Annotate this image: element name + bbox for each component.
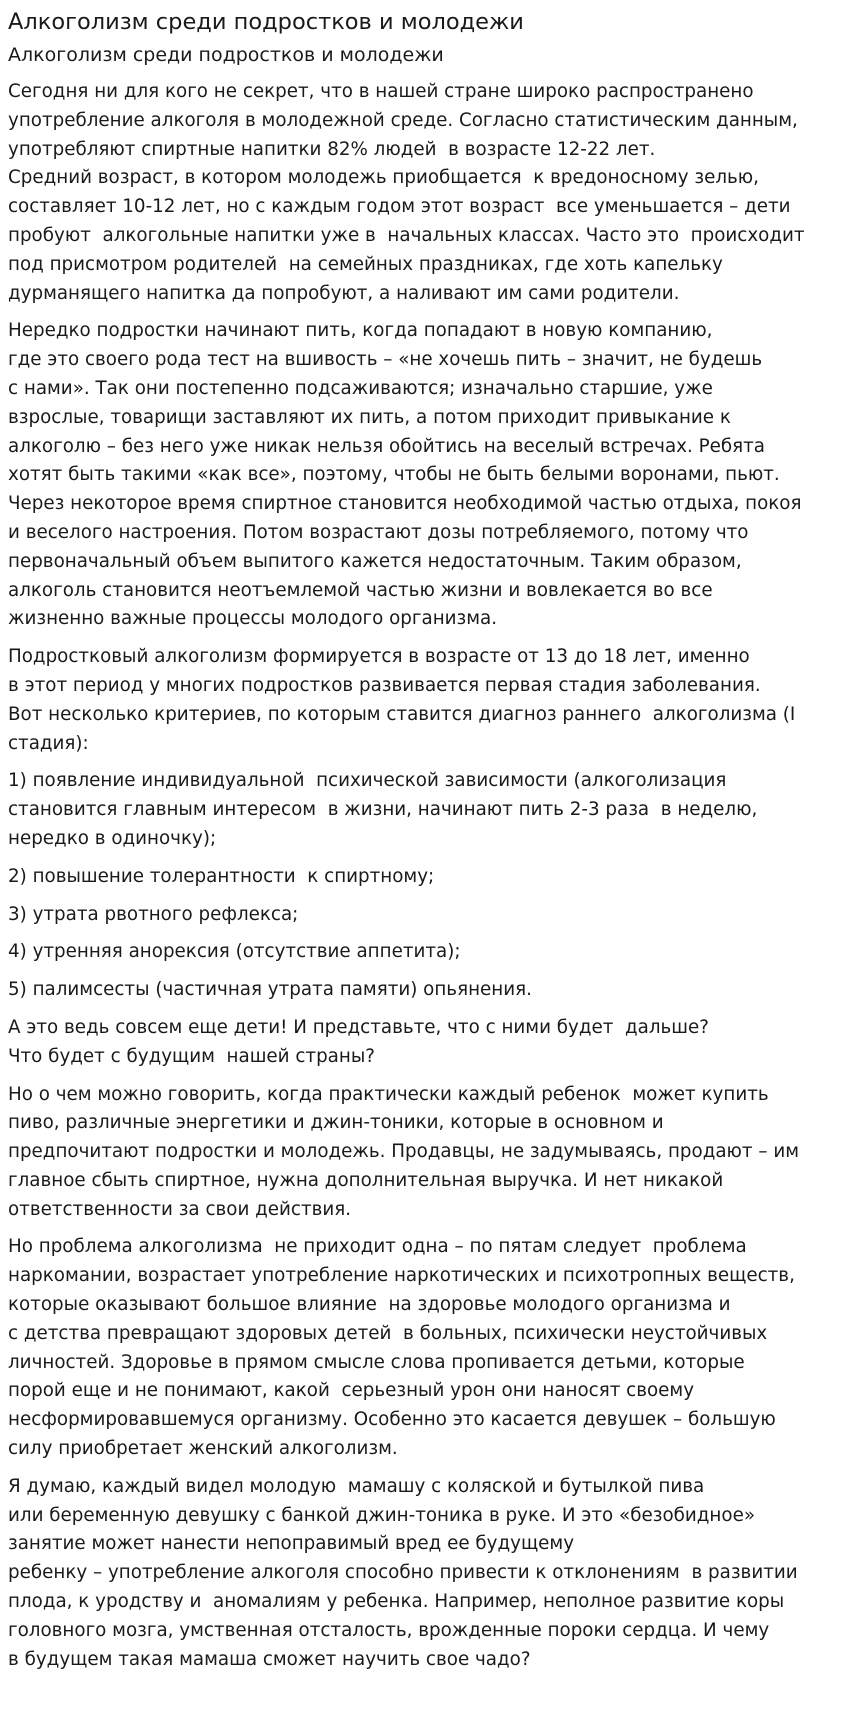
paragraph	[8, 1233, 847, 1463]
text-line: под присмотром родителей на семейных праздниках, где хоть капельку	[8, 253, 723, 275]
text-line: Сегодня ни для кого не секрет, что в нашей стране широко распространено	[8, 81, 754, 102]
paragraph	[8, 643, 847, 758]
text-line: занятие может нанести непоправимый вред ее будущему	[8, 1533, 575, 1555]
paragraph	[8, 938, 847, 967]
text-line: употребление алкоголя в молодежной среде. Согласно статистическим данным,	[8, 109, 798, 131]
text-line: стадия):	[8, 732, 89, 754]
text-line: главное сбыть спиртное, нужна дополнительная выручка. И нет никакой	[8, 1169, 724, 1191]
text-line: 2) повышение толерантности к спиртному;	[8, 865, 435, 887]
article-body	[8, 78, 847, 1674]
text-line: Через некоторое время спиртное становится необходимой частью отдыха, покоя	[8, 493, 802, 515]
page-title: Алкоголизм среди подростков и молодежи	[8, 9, 524, 35]
text-line: несформировавшемуся организму. Особенно это касается девушек – большую	[8, 1409, 776, 1431]
text-line: пробуют алкогольные напитки уже в начальных классах. Часто это происходит	[8, 224, 805, 246]
article-subtitle: Алкоголизм среди подростков и молодежи	[8, 44, 444, 66]
text-line: составляет 10-12 лет, но с каждым годом этот возраст все уменьшается – дети	[8, 196, 791, 218]
paragraph	[8, 863, 847, 892]
text-line: жизненно важные процессы молодого организма.	[8, 608, 498, 630]
text-line: Нередко подростки начинают пить, когда попадают в новую компанию,	[8, 320, 713, 342]
text-line: Подростковый алкоголизм формируется в возрасте от 13 до 18 лет, именно	[8, 646, 750, 668]
text-line: Средний возраст, в котором молодежь приобщается к вредоносному зелью,	[8, 167, 759, 189]
text-line: головного мозга, умственная отсталость, врожденные пороки сердца. И чему	[8, 1619, 770, 1641]
text-line: 5) палимсесты (частичная утрата памяти) опьянения.	[8, 979, 532, 1001]
text-line: и веселого настроения. Потом возрастают дозы потребляемого, потому что	[8, 521, 749, 543]
paragraph	[8, 1473, 847, 1675]
text-line: А это ведь совсем еще дети! И представьте, что с ними будет дальше?	[8, 1016, 709, 1038]
text-line: ребенку – употребление алкоголя способно привести к отклонениям в развитии	[8, 1562, 798, 1584]
text-line: употребляют спиртные напитки 82% людей в возрасте 12-22 лет.	[8, 138, 656, 160]
paragraph	[8, 901, 847, 930]
text-line: личностей. Здоровье в прямом смысле слова пропивается детьми, которые	[8, 1351, 745, 1373]
paragraph	[8, 1081, 847, 1225]
text-line: пиво, различные энергетики и джин-тоники, которые в основном и	[8, 1112, 664, 1134]
text-line: в этот период у многих подростков развивается первая стадия заболевания.	[8, 674, 761, 696]
text-line: где это своего рода тест на вшивость – «не хочешь пить – значит, не будешь	[8, 349, 763, 371]
text-line: порой еще и не понимают, какой серьезный урон они наносят своему	[8, 1380, 695, 1402]
text-line: алкоголь становится неотъемлемой частью жизни и вовлекается во все	[8, 579, 713, 601]
text-line: с нами». Так они постепенно подсаживаются; изначально старшие, уже	[8, 377, 713, 399]
text-line: ответственности за свои действия.	[8, 1198, 352, 1220]
text-line: с детства превращают здоровых детей в больных, психически неустойчивых	[8, 1322, 768, 1344]
text-line: первоначальный объем выпитого кажется недостаточным. Таким образом,	[8, 550, 742, 572]
paragraph	[8, 317, 847, 634]
text-line: нередко в одиночку);	[8, 827, 217, 849]
text-line: или беременную девушку с банкой джин-тоника в руке. И это «безобидное»	[8, 1504, 756, 1526]
paragraph	[8, 78, 847, 308]
text-line: становится главным интересом в жизни, начинают пить 2-3 раза в неделю,	[8, 799, 758, 821]
text-line: Я думаю, каждый видел молодую мамашу с коляской и бутылкой пива	[8, 1475, 705, 1497]
text-line: Вот несколько критериев, по которым ставится диагноз раннего алкоголизма (I	[8, 703, 796, 725]
text-line: 3) утрата рвотного рефлекса;	[8, 903, 299, 925]
text-line: Но о чем можно говорить, когда практически каждый ребенок может купить	[8, 1083, 769, 1105]
paragraph	[8, 1014, 847, 1072]
text-line: наркомании, возрастает употребление наркотических и психотропных веществ,	[8, 1265, 795, 1287]
text-line: плода, к уродству и аномалиям у ребенка. Например, неполное развитие коры	[8, 1591, 785, 1613]
text-line: Но проблема алкоголизма не приходит одна – по пятам следует проблема	[8, 1236, 747, 1258]
text-line: силу приобретает женский алкоголизм.	[8, 1438, 398, 1460]
paragraph	[8, 976, 847, 1005]
text-line: алкоголю – без него уже никак нельзя обойтись на веселый встречах. Ребята	[8, 435, 766, 457]
text-line: 4) утренняя анорексия (отсутствие аппетита);	[8, 941, 461, 963]
text-line: Что будет с будущим нашей страны?	[8, 1045, 375, 1067]
text-line: хотят быть такими «как все», поэтому, чтобы не быть белыми воронами, пьют.	[8, 464, 780, 486]
text-line: 1) появление индивидуальной психической зависимости (алкоголизация	[8, 770, 727, 792]
text-line: взрослые, товарищи заставляют их пить, а потом приходит привыкание к	[8, 406, 731, 428]
text-line: предпочитают подростки и молодежь. Продавцы, не задумываясь, продают – им	[8, 1141, 800, 1163]
text-line: которые оказывают большое влияние на здоровье молодого организма и	[8, 1294, 731, 1316]
paragraph	[8, 767, 847, 853]
text-line: дурманящего напитка да попробуют, а наливают им сами родители.	[8, 282, 680, 304]
text-line: в будущем такая мамаша сможет научить свое чадо?	[8, 1648, 531, 1670]
